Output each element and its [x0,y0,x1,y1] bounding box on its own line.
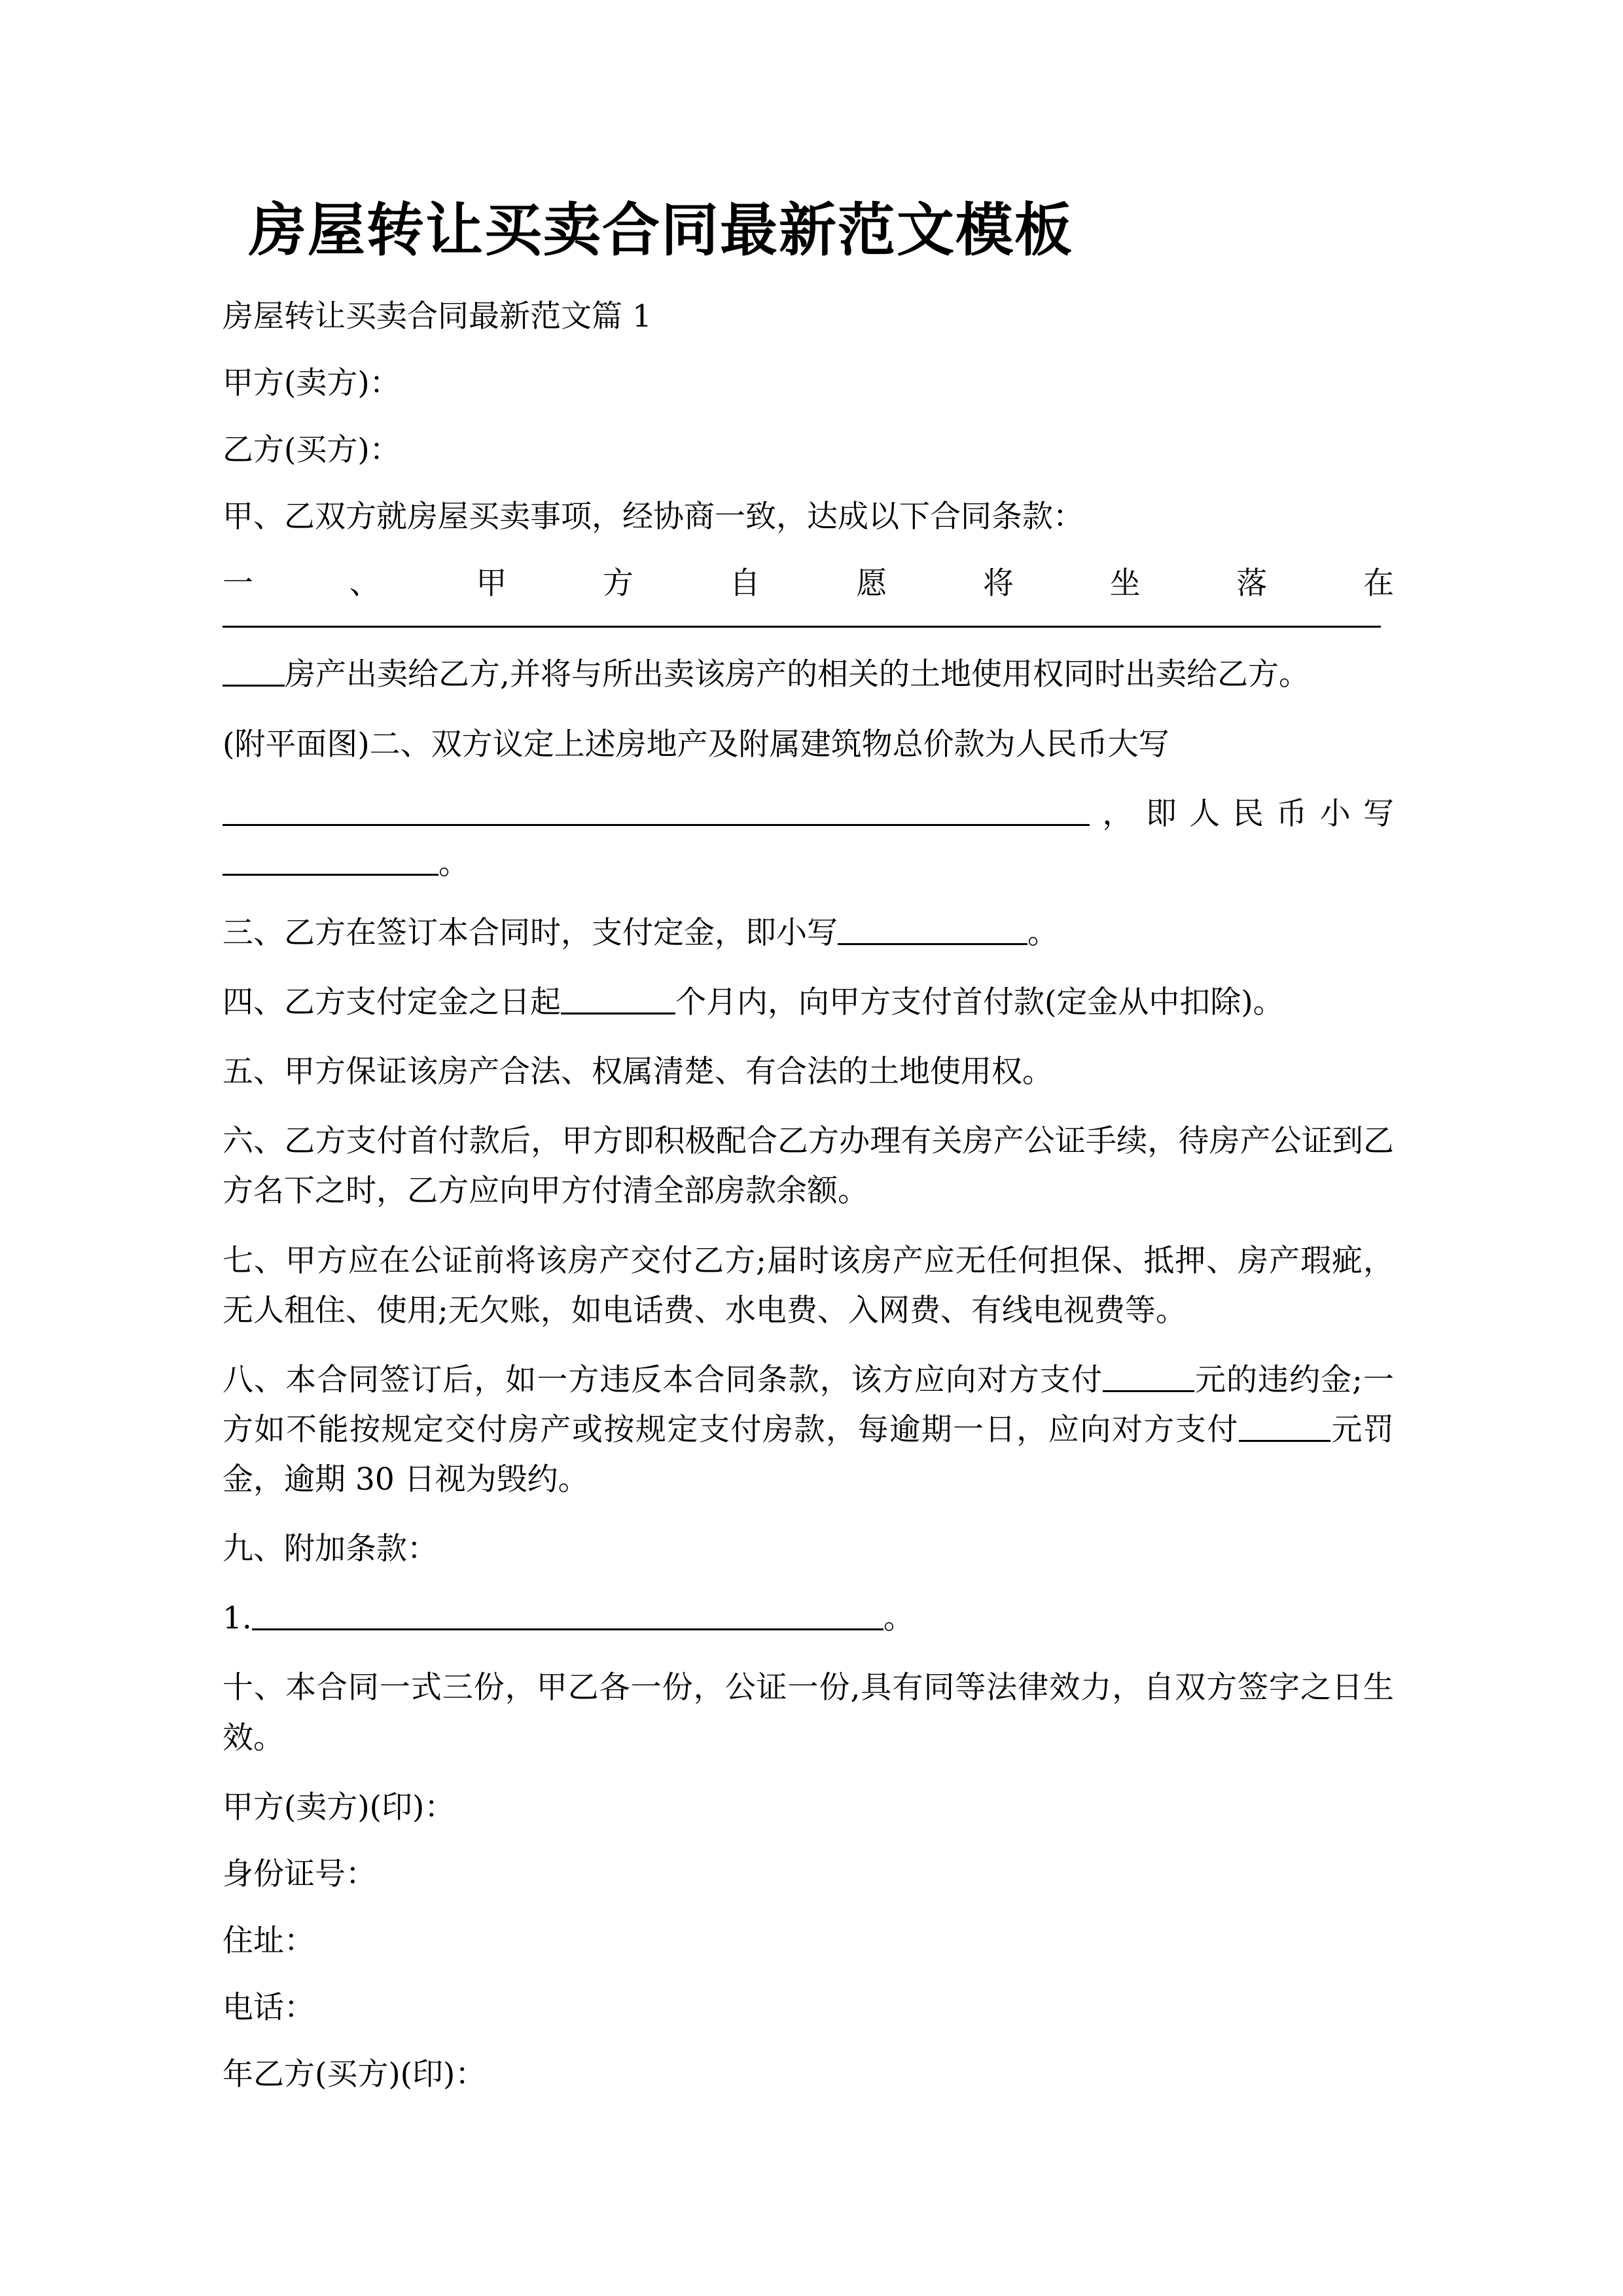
seller-party-label: 甲方(卖方)： [223,365,401,401]
clause-3 [223,908,1394,958]
clause-1-address-blank [223,626,1381,628]
clause-3-text-b: 。 [1027,914,1058,951]
clause-4-text-a: 四、乙方支付定金之日起 [223,984,561,1021]
signature-id-number: 身份证号： [223,1856,376,1892]
signature-phone: 电话： [223,1990,315,2026]
clause-9-item-blank [252,1597,883,1630]
page-title: 房屋转让买卖合同最新范文模板 [249,196,1074,264]
clause-1-inline-blank [223,653,285,687]
clause-8-penalty-blank [1103,1359,1194,1392]
clause-4-months-blank [561,981,675,1014]
clause-4-text-b: 个月内，向甲方支付首付款(定金从中扣除)。 [675,984,1284,1021]
signature-address: 住址： [223,1922,315,1959]
clause-3-deposit-blank [838,912,1027,945]
document-subtitle: 房屋转让买卖合同最新范文篇 1 [223,298,652,334]
clause-9-item-number: 1. [223,1600,252,1637]
signature-seller-seal: 甲方(卖方)(印)： [223,1789,455,1825]
clause-6: 六、乙方支付首付款后，甲方即积极配合乙方办理有关房产公证手续，待房产公证到乙方名下之时，乙方应向甲方付清全部房款余额。 [223,1123,1394,1210]
clause-1-continuation-text: 房产出卖给乙方,并将与所出卖该房产的相关的土地使用权同时出卖给乙方。 [285,656,1310,693]
clause-8-daily-fine-blank [1239,1408,1330,1442]
clause-10: 十、本合同一式三份，甲乙各一份，公证一份,具有同等法律效力，自双方签字之日生效。 [223,1670,1394,1756]
clause-2-mid-text: ，即人民币小写 [1090,795,1394,832]
clause-4 [223,978,1394,1028]
buyer-party-label: 乙方(买方)： [223,432,401,469]
signature-buyer-seal: 年乙方(买方)(印)： [223,2056,486,2093]
clause-2-end-text: 。 [438,845,469,882]
clause-2-amount-figures-blank [223,842,438,876]
clause-3-text-a: 三、乙方在签订本合同时，支付定金，即小写 [223,914,838,951]
clause-2-lead: (附平面图)二、双方议定上述房地产及附属建筑物总价款为人民币大写 [223,726,1169,762]
clause-2-amounts [223,789,1394,889]
clause-9-item-end: 。 [883,1600,914,1637]
clause-9-item-1 [223,1594,1394,1643]
clause-7: 七、甲方应在公证前将该房产交付乙方;届时该房产应无任何担保、抵押、房产瑕疵，无人租住、使用;无欠账，如电话费、水电费、入网费、有线电视费等。 [223,1242,1394,1329]
clause-8-text-c: 元罚金，逾期 30 日视为毁约。 [223,1411,1395,1498]
contract-preamble: 甲、乙双方就房屋买卖事项，经协商一致，达成以下合同条款： [223,499,1084,535]
clause-8-text-a: 八、本合同签订后，如一方违反本合同条款，该方应向对方支付 [223,1361,1103,1398]
clause-1-heading: 一、甲方自愿将坐落在 [223,565,1394,602]
clause-8 [223,1355,1394,1505]
clause-5: 五、甲方保证该房产合法、权属清楚、有合法的土地使用权。 [223,1054,1053,1090]
clause-2-amount-words-blank [223,793,1090,826]
clause-9-heading: 九、附加条款： [223,1531,438,1568]
clause-8-text-b: 元的违约金;一方如不能按规定交付房产或按规定支付房款，每逾期一日，应向对方支付 [223,1361,1395,1448]
clause-1-continuation [223,650,1394,700]
